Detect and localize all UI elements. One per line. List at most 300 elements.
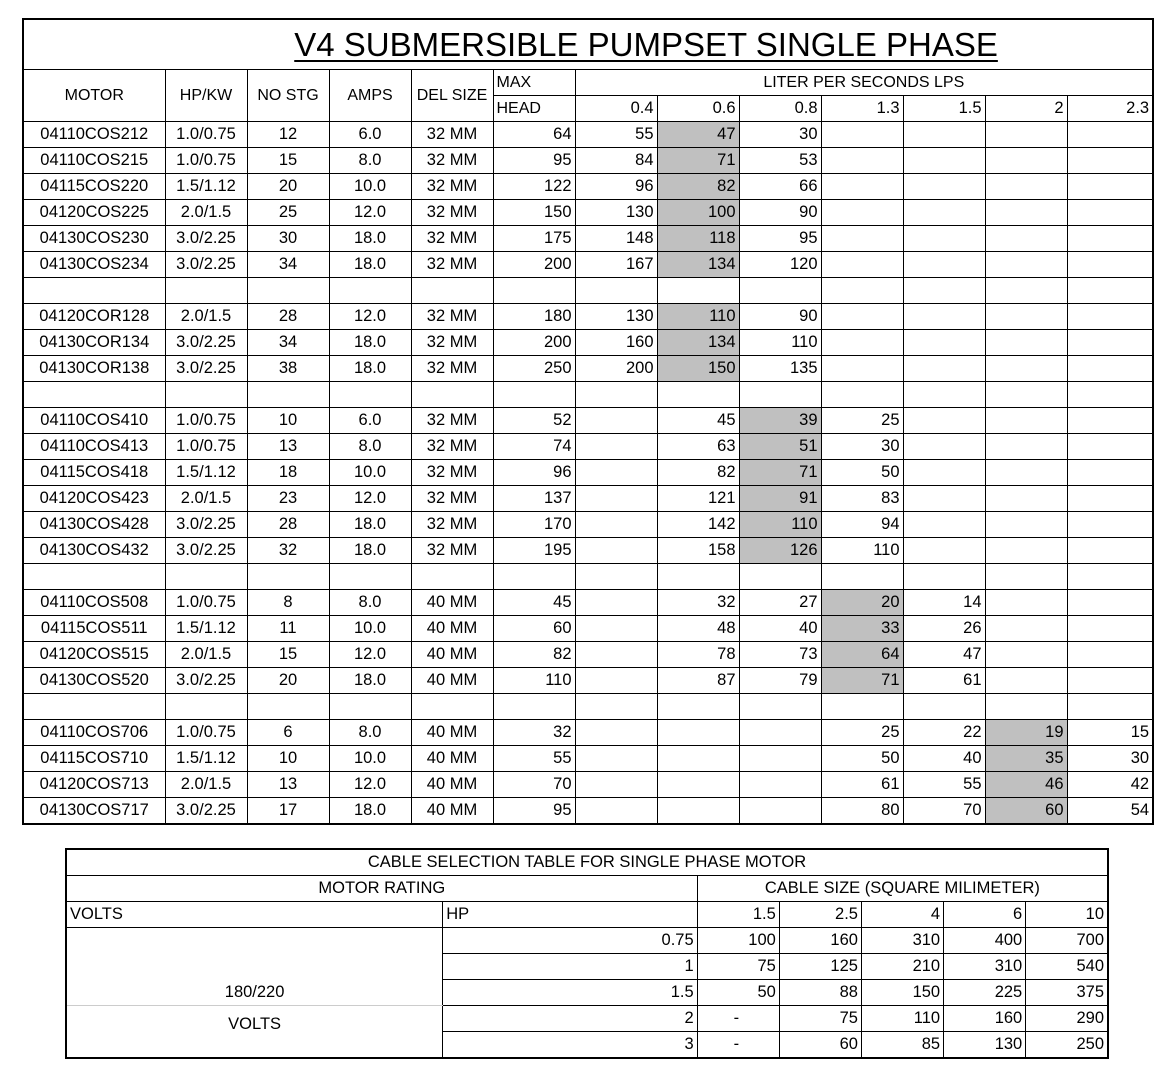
flow-head-cell: 150 <box>657 355 739 381</box>
stages: 28 <box>247 511 329 537</box>
max-head: 110 <box>493 667 575 693</box>
delivery-size: 32 MM <box>411 511 493 537</box>
flow-head-cell: 51 <box>739 433 821 459</box>
amps: 18.0 <box>329 329 411 355</box>
col-header-delsize: DEL SIZE <box>411 69 493 121</box>
empty-cell <box>575 563 657 589</box>
cable-cell: 310 <box>944 954 1026 980</box>
table-row <box>23 485 1153 511</box>
flow-head-cell <box>903 485 985 511</box>
cable-cell: 75 <box>697 954 779 980</box>
flow-head-cell: 110 <box>739 329 821 355</box>
flow-head-cell: 90 <box>739 303 821 329</box>
delivery-size: 32 MM <box>411 407 493 433</box>
flow-head-cell <box>1067 329 1153 355</box>
amps: 18.0 <box>329 797 411 824</box>
table-row <box>23 433 1153 459</box>
empty-cell <box>985 563 1067 589</box>
group-separator-row <box>23 693 1153 719</box>
hp-kw: 1.0/0.75 <box>165 589 247 615</box>
stages: 30 <box>247 225 329 251</box>
max-head: 52 <box>493 407 575 433</box>
flow-head-cell <box>821 225 903 251</box>
table-row <box>23 329 1153 355</box>
flow-head-cell: 126 <box>739 537 821 563</box>
cable-cell: 225 <box>944 980 1026 1006</box>
table-row <box>23 511 1153 537</box>
empty-cell <box>903 563 985 589</box>
amps: 12.0 <box>329 641 411 667</box>
amps: 12.0 <box>329 771 411 797</box>
empty-cell <box>1067 693 1153 719</box>
flow-head-cell <box>903 147 985 173</box>
volts-unit-cell <box>66 1006 443 1059</box>
empty-cell <box>23 693 165 719</box>
hp-kw: 1.0/0.75 <box>165 121 247 147</box>
flow-head-cell: 50 <box>821 459 903 485</box>
cable-cell: 60 <box>779 1032 861 1059</box>
flow-head-cell <box>1067 433 1153 459</box>
flow-head-cell: 84 <box>575 147 657 173</box>
flow-head-cell: 100 <box>657 199 739 225</box>
table-row <box>23 589 1153 615</box>
motor-model: 04130COR134 <box>23 329 165 355</box>
motor-model: 04120COS423 <box>23 485 165 511</box>
flow-head-cell <box>985 589 1067 615</box>
flow-head-cell: 46 <box>985 771 1067 797</box>
amps: 8.0 <box>329 719 411 745</box>
empty-cell <box>329 563 411 589</box>
delivery-size: 40 MM <box>411 771 493 797</box>
table-row <box>23 121 1153 147</box>
motor-model: 04115COS511 <box>23 615 165 641</box>
empty-cell <box>739 381 821 407</box>
stages: 15 <box>247 641 329 667</box>
flow-head-cell: 130 <box>575 303 657 329</box>
flow-head-cell <box>739 719 821 745</box>
flow-head-cell: 32 <box>657 589 739 615</box>
hp-kw: 2.0/1.5 <box>165 771 247 797</box>
table-row <box>23 407 1153 433</box>
empty-cell <box>165 563 247 589</box>
flow-head-cell <box>575 719 657 745</box>
lps-header-cell: 2 <box>985 95 1067 121</box>
flow-head-cell <box>903 511 985 537</box>
lps-header-cell: 0.6 <box>657 95 739 121</box>
max-head: 175 <box>493 225 575 251</box>
cable-cell: - <box>697 1032 779 1059</box>
flow-head-cell <box>575 771 657 797</box>
flow-head-cell <box>1067 511 1153 537</box>
flow-head-cell: 35 <box>985 745 1067 771</box>
flow-head-cell <box>821 199 903 225</box>
stages: 11 <box>247 615 329 641</box>
flow-head-cell: 39 <box>739 407 821 433</box>
flow-head-cell: 70 <box>903 797 985 824</box>
motor-model: 04110COS212 <box>23 121 165 147</box>
col-header-amps: AMPS <box>329 69 411 121</box>
cable-cell: 250 <box>1026 1032 1108 1059</box>
empty-cell <box>657 277 739 303</box>
empty-cell <box>329 693 411 719</box>
flow-head-cell <box>1067 225 1153 251</box>
delivery-size: 32 MM <box>411 225 493 251</box>
flow-head-cell <box>985 459 1067 485</box>
hp-kw: 3.0/2.25 <box>165 511 247 537</box>
flow-head-cell <box>1067 641 1153 667</box>
flow-head-cell <box>1067 589 1153 615</box>
amps: 10.0 <box>329 745 411 771</box>
cable-size-header: CABLE SIZE (SQUARE MILIMETER) <box>697 876 1108 902</box>
flow-head-cell <box>985 173 1067 199</box>
cable-cell: 290 <box>1026 1006 1108 1032</box>
empty-cell <box>657 563 739 589</box>
hp-kw: 1.5/1.12 <box>165 459 247 485</box>
cable-cell: 160 <box>944 1006 1026 1032</box>
flow-head-cell <box>903 199 985 225</box>
flow-head-cell <box>821 147 903 173</box>
amps: 10.0 <box>329 459 411 485</box>
hp-kw: 2.0/1.5 <box>165 485 247 511</box>
stages: 15 <box>247 147 329 173</box>
amps: 18.0 <box>329 225 411 251</box>
flow-head-cell <box>1067 459 1153 485</box>
group-separator-row <box>23 381 1153 407</box>
max-head: 195 <box>493 537 575 563</box>
flow-head-cell: 130 <box>575 199 657 225</box>
flow-head-cell <box>985 511 1067 537</box>
delivery-size: 40 MM <box>411 667 493 693</box>
max-head: 82 <box>493 641 575 667</box>
hp-kw: 3.0/2.25 <box>165 251 247 277</box>
empty-cell <box>821 277 903 303</box>
empty-cell <box>985 277 1067 303</box>
cable-cell: 310 <box>861 928 943 954</box>
flow-head-cell <box>575 407 657 433</box>
col-header-max: MAX <box>493 69 575 95</box>
motor-model: 04115COS220 <box>23 173 165 199</box>
empty-cell <box>247 277 329 303</box>
flow-head-cell: 40 <box>739 615 821 641</box>
stages: 25 <box>247 199 329 225</box>
delivery-size: 32 MM <box>411 329 493 355</box>
table-row <box>23 173 1153 199</box>
stages: 20 <box>247 173 329 199</box>
empty-cell <box>165 381 247 407</box>
flow-head-cell <box>903 459 985 485</box>
empty-cell <box>165 277 247 303</box>
flow-head-cell: 71 <box>739 459 821 485</box>
flow-head-cell <box>575 615 657 641</box>
empty-cell <box>493 277 575 303</box>
flow-head-cell <box>903 121 985 147</box>
hp-value: 1 <box>443 954 697 980</box>
empty-cell <box>165 693 247 719</box>
hp-kw: 3.0/2.25 <box>165 797 247 824</box>
flow-head-cell <box>821 121 903 147</box>
motor-model: 04120COS515 <box>23 641 165 667</box>
flow-head-cell <box>1067 355 1153 381</box>
flow-head-cell: 22 <box>903 719 985 745</box>
flow-head-cell: 94 <box>821 511 903 537</box>
stages: 13 <box>247 433 329 459</box>
motor-model: 04110COS413 <box>23 433 165 459</box>
empty-cell <box>903 693 985 719</box>
cable-cell: 540 <box>1026 954 1108 980</box>
flow-head-cell: 19 <box>985 719 1067 745</box>
cable-cell: 700 <box>1026 928 1108 954</box>
cable-cell: 210 <box>861 954 943 980</box>
cable-selection-table <box>65 848 1109 1059</box>
cable-size-value: 10 <box>1026 902 1108 928</box>
cable-table-title: CABLE SELECTION TABLE FOR SINGLE PHASE MOTOR <box>66 849 1108 876</box>
max-head: 150 <box>493 199 575 225</box>
flow-head-cell: 53 <box>739 147 821 173</box>
flow-head-cell <box>1067 303 1153 329</box>
motor-model: 04130COS717 <box>23 797 165 824</box>
amps: 12.0 <box>329 303 411 329</box>
flow-head-cell <box>575 433 657 459</box>
flow-head-cell <box>1067 173 1153 199</box>
stages: 13 <box>247 771 329 797</box>
stages: 20 <box>247 667 329 693</box>
motor-model: 04130COR138 <box>23 355 165 381</box>
stages: 12 <box>247 121 329 147</box>
amps: 12.0 <box>329 199 411 225</box>
lps-header-cell: 0.8 <box>739 95 821 121</box>
flow-head-cell: 50 <box>821 745 903 771</box>
stages: 38 <box>247 355 329 381</box>
stages: 18 <box>247 459 329 485</box>
flow-head-cell: 110 <box>821 537 903 563</box>
empty-cell <box>23 563 165 589</box>
volts-unit: VOLTS <box>228 1015 282 1033</box>
empty-cell <box>575 277 657 303</box>
flow-head-cell <box>985 199 1067 225</box>
max-head: 137 <box>493 485 575 511</box>
amps: 8.0 <box>329 433 411 459</box>
flow-head-cell <box>575 667 657 693</box>
flow-head-cell: 45 <box>657 407 739 433</box>
flow-head-cell: 73 <box>739 641 821 667</box>
max-head: 64 <box>493 121 575 147</box>
delivery-size: 40 MM <box>411 615 493 641</box>
flow-head-cell: 134 <box>657 329 739 355</box>
flow-head-cell <box>575 511 657 537</box>
flow-head-cell: 20 <box>821 589 903 615</box>
empty-cell <box>575 381 657 407</box>
flow-head-cell <box>657 719 739 745</box>
stages: 34 <box>247 329 329 355</box>
amps: 18.0 <box>329 511 411 537</box>
flow-head-cell: 160 <box>575 329 657 355</box>
empty-cell <box>1067 563 1153 589</box>
hp-kw: 1.0/0.75 <box>165 147 247 173</box>
empty-cell <box>493 381 575 407</box>
flow-head-cell <box>985 355 1067 381</box>
max-head: 200 <box>493 329 575 355</box>
cable-cell: 160 <box>779 928 861 954</box>
flow-head-cell <box>903 251 985 277</box>
empty-cell <box>1067 277 1153 303</box>
flow-head-cell: 33 <box>821 615 903 641</box>
delivery-size: 32 MM <box>411 199 493 225</box>
flow-head-cell <box>985 147 1067 173</box>
lps-header-cell: 0.4 <box>575 95 657 121</box>
table-row <box>23 147 1153 173</box>
flow-head-cell: 25 <box>821 407 903 433</box>
amps: 18.0 <box>329 537 411 563</box>
cable-cell: 400 <box>944 928 1026 954</box>
flow-head-cell <box>903 303 985 329</box>
flow-head-cell: 134 <box>657 251 739 277</box>
hp-value: 3 <box>443 1032 697 1059</box>
flow-head-cell <box>985 225 1067 251</box>
max-head: 55 <box>493 745 575 771</box>
amps: 6.0 <box>329 121 411 147</box>
amps: 18.0 <box>329 667 411 693</box>
amps: 10.0 <box>329 615 411 641</box>
flow-head-cell: 78 <box>657 641 739 667</box>
amps: 12.0 <box>329 485 411 511</box>
delivery-size: 40 MM <box>411 719 493 745</box>
stages: 8 <box>247 589 329 615</box>
hp-kw: 1.5/1.12 <box>165 173 247 199</box>
stages: 34 <box>247 251 329 277</box>
max-head: 96 <box>493 459 575 485</box>
hp-value: 2 <box>443 1006 697 1032</box>
cable-cell: - <box>697 1006 779 1032</box>
flow-head-cell <box>657 745 739 771</box>
hp-kw: 2.0/1.5 <box>165 303 247 329</box>
cable-size-value: 1.5 <box>697 902 779 928</box>
page-title: V4 SUBMERSIBLE PUMPSET SINGLE PHASE <box>294 25 998 63</box>
hp-kw: 3.0/2.25 <box>165 329 247 355</box>
table-row <box>23 199 1153 225</box>
table-row <box>23 771 1153 797</box>
cable-cell: 110 <box>861 1006 943 1032</box>
motor-rating-header: MOTOR RATING <box>66 876 697 902</box>
flow-head-cell <box>985 485 1067 511</box>
flow-head-cell <box>985 641 1067 667</box>
flow-head-cell <box>1067 147 1153 173</box>
flow-head-cell <box>985 615 1067 641</box>
empty-cell <box>739 277 821 303</box>
table-row <box>23 225 1153 251</box>
flow-head-cell: 40 <box>903 745 985 771</box>
flow-head-cell <box>575 459 657 485</box>
flow-head-cell <box>575 589 657 615</box>
flow-head-cell <box>1067 199 1153 225</box>
max-head: 250 <box>493 355 575 381</box>
flow-head-cell: 42 <box>1067 771 1153 797</box>
flow-head-cell <box>1067 667 1153 693</box>
motor-model: 04110COS215 <box>23 147 165 173</box>
delivery-size: 32 MM <box>411 459 493 485</box>
flow-head-cell <box>1067 485 1153 511</box>
amps: 8.0 <box>329 147 411 173</box>
table-row <box>23 355 1153 381</box>
flow-head-cell: 55 <box>575 121 657 147</box>
stages: 17 <box>247 797 329 824</box>
table-row <box>23 459 1153 485</box>
flow-head-cell: 48 <box>657 615 739 641</box>
cable-cell: 150 <box>861 980 943 1006</box>
flow-head-cell <box>575 745 657 771</box>
pump-spec-table <box>22 18 1154 825</box>
empty-cell <box>411 563 493 589</box>
flow-head-cell: 71 <box>657 147 739 173</box>
empty-cell <box>329 277 411 303</box>
stages: 10 <box>247 745 329 771</box>
flow-head-cell <box>985 667 1067 693</box>
cable-cell: 130 <box>944 1032 1026 1059</box>
hp-value: 0.75 <box>443 928 697 954</box>
delivery-size: 32 MM <box>411 303 493 329</box>
flow-head-cell: 14 <box>903 589 985 615</box>
max-head: 45 <box>493 589 575 615</box>
hp-kw: 3.0/2.25 <box>165 225 247 251</box>
hp-header: HP <box>443 902 697 928</box>
flow-head-cell: 167 <box>575 251 657 277</box>
amps: 18.0 <box>329 251 411 277</box>
motor-model: 04120COR128 <box>23 303 165 329</box>
motor-model: 04110COS410 <box>23 407 165 433</box>
delivery-size: 32 MM <box>411 121 493 147</box>
empty-cell <box>23 277 165 303</box>
flow-head-cell <box>903 537 985 563</box>
table-row <box>23 797 1153 824</box>
flow-head-cell <box>739 771 821 797</box>
delivery-size: 32 MM <box>411 147 493 173</box>
flow-head-cell: 82 <box>657 459 739 485</box>
flow-head-cell <box>739 745 821 771</box>
flow-head-cell: 200 <box>575 355 657 381</box>
hp-kw: 2.0/1.5 <box>165 641 247 667</box>
empty-cell <box>903 277 985 303</box>
empty-cell <box>411 381 493 407</box>
col-header-head: HEAD <box>493 95 575 121</box>
max-head: 170 <box>493 511 575 537</box>
hp-kw: 1.0/0.75 <box>165 433 247 459</box>
amps: 10.0 <box>329 173 411 199</box>
flow-head-cell: 30 <box>1067 745 1153 771</box>
flow-head-cell: 79 <box>739 667 821 693</box>
motor-model: 04115COS710 <box>23 745 165 771</box>
flow-head-cell <box>903 329 985 355</box>
col-header-hpkw: HP/KW <box>165 69 247 121</box>
stages: 32 <box>247 537 329 563</box>
cable-cell: 75 <box>779 1006 861 1032</box>
flow-head-cell: 96 <box>575 173 657 199</box>
max-head: 32 <box>493 719 575 745</box>
flow-head-cell: 80 <box>821 797 903 824</box>
flow-head-cell <box>985 537 1067 563</box>
flow-head-cell: 90 <box>739 199 821 225</box>
table-row <box>23 641 1153 667</box>
motor-model: 04120COS225 <box>23 199 165 225</box>
flow-head-cell <box>985 329 1067 355</box>
stages: 10 <box>247 407 329 433</box>
table-row <box>23 303 1153 329</box>
flow-head-cell <box>821 251 903 277</box>
flow-head-cell <box>903 407 985 433</box>
empty-cell <box>739 563 821 589</box>
cable-cell: 85 <box>861 1032 943 1059</box>
flow-head-cell: 121 <box>657 485 739 511</box>
col-header-lps-title: LITER PER SECONDS LPS <box>575 69 1153 95</box>
flow-head-cell <box>739 797 821 824</box>
